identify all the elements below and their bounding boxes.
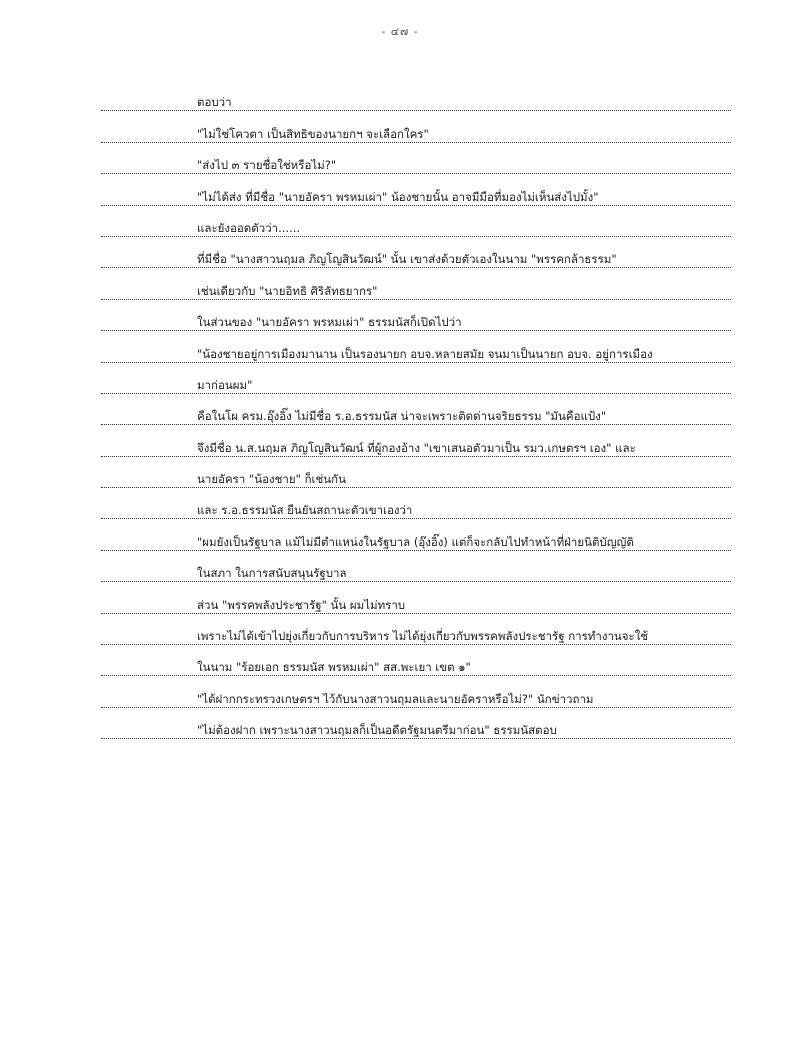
text-line — [101, 457, 731, 488]
text-line — [101, 708, 731, 739]
line-text: ในนาม "ร้อยเอก ธรรมนัส พรหมเผ่า" สส.พะเยา เขต ๑" — [197, 660, 471, 675]
line-text: "ไม่ใช่โควตา เป็นสิทธิของนายกฯ จะเลือกใคร" — [197, 126, 429, 141]
line-text: และ ร.อ.ธรรมนัส ยืนยันสถานะตัวเขาเองว่า — [197, 503, 413, 518]
line-text: "ผมยังเป็นรัฐบาล แม้ไม่มีตำแหน่งในรัฐบาล (อุ๊งอิ๊ง) แต่ก็จะกลับไปทำหน้าที่ฝ่ายนิติบัญญัติ — [197, 534, 634, 549]
line-text: จึงมีชื่อ น.ส.นฤมล ภิญโญสินวัฒน์ ที่ผู้กองอ้าง "เขาเสนอตัวมาเป็น รมว.เกษตรฯ เอง" และ — [197, 440, 636, 455]
text-line — [101, 174, 731, 205]
text-line — [101, 551, 731, 582]
line-text: เช่นเดียวกับ "นายอิทธิ ศิริลัทธยากร" — [197, 283, 378, 298]
text-line — [101, 614, 731, 645]
text-line — [101, 676, 731, 707]
line-text: มาก่อนผม" — [197, 377, 253, 392]
text-line — [101, 488, 731, 519]
line-text: ในสภา ในการสนับสนุนรัฐบาล — [197, 566, 347, 581]
text-line — [101, 268, 731, 299]
line-text: นายอัครา "น้องชาย" ก็เช่นกัน — [197, 472, 346, 487]
text-line — [101, 143, 731, 174]
line-text: และยังออดตัวว่า...... — [197, 220, 301, 235]
text-line — [101, 394, 731, 425]
line-text: คือในโผ ครม.อุ๊งอิ๊ง ไม่มีชื่อ ร.อ.ธรรมนัส น่าจะเพราะติดด่านจริยธรรม "มันคือแป้ง" — [197, 409, 607, 424]
text-line — [101, 425, 731, 456]
text-line — [101, 237, 731, 268]
text-line — [101, 300, 731, 331]
text-line — [101, 80, 731, 111]
line-text: "ไม่ได้ส่ง ที่มีชื่อ "นายอัครา พรหมเผ่า" น้องชายนั้น อาจมีมือที่มองไม่เห็นส่งไปมั้ง" — [197, 189, 599, 204]
text-line — [101, 363, 731, 394]
line-text: "น้องชายอยู่การเมืองมานาน เป็นรองนายก อบจ.หลายสมัย จนมาเป็นนายก อบจ. อยู่การเมือง — [197, 346, 653, 361]
text-line — [101, 206, 731, 237]
line-text: "ส่งไป ๓ รายชื่อใช่หรือไม่?" — [197, 158, 337, 173]
line-text: "ได้ฝากกระทรวงเกษตรฯ ไว้กับนางสาวนฤมลและนายอัคราหรือไม่?" นักข่าวถาม — [197, 691, 594, 706]
text-line — [101, 111, 731, 142]
line-text: เพราะไม่ได้เข้าไปยุ่งเกี่ยวกับการบริหาร ไม่ได้ยุ่งเกี่ยวกับพรรคพลังประชารัฐ การทำงานจะใช้ — [197, 629, 649, 644]
text-line — [101, 519, 731, 550]
line-text: ในส่วนของ "นายอัครา พรหมเผ่า" ธรรมนัสก็เปิดไปว่า — [197, 315, 462, 330]
line-text: ตอบว่า — [197, 95, 232, 110]
line-text: ที่มีชื่อ "นางสาวนฤมล ภิญโญสินวัฒน์" นั้น เขาส่งด้วยตัวเองในนาม "พรรคกล้าธรรม" — [197, 252, 617, 267]
text-line — [101, 645, 731, 676]
line-text: ส่วน "พรรคพลังประชารัฐ" นั้น ผมไม่ทราบ — [197, 597, 406, 612]
line-text: "ไม่ต้องฝาก เพราะนางสาวนฤมลก็เป็นอดีตรัฐมนตรีมาก่อน" ธรรมนัสตอบ — [197, 723, 557, 738]
text-line — [101, 582, 731, 613]
document-body — [101, 80, 731, 739]
page-number: - ๔๗ - — [381, 25, 419, 38]
text-line — [101, 331, 731, 362]
